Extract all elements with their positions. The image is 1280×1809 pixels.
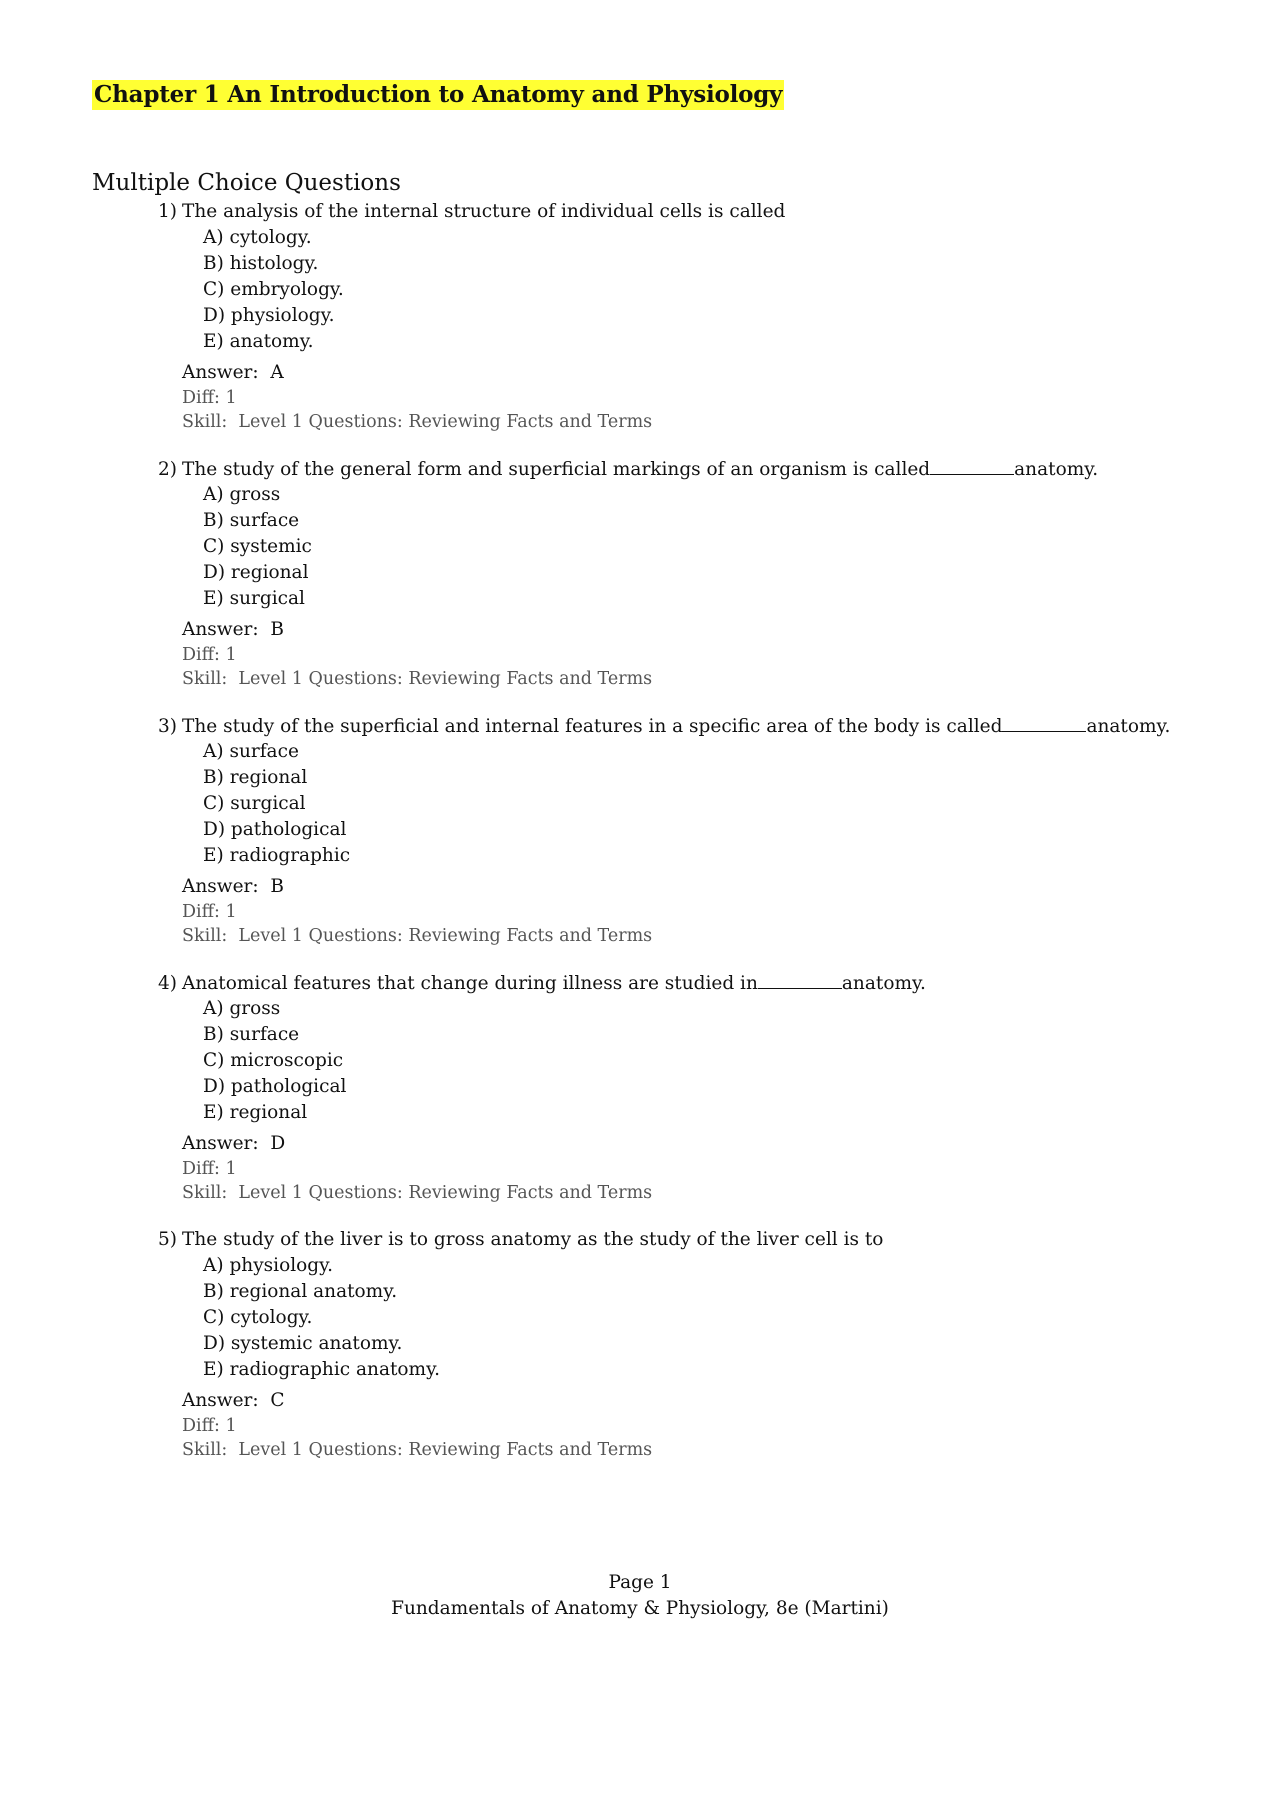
choice-e: E) radiographic anatomy. bbox=[203, 1359, 440, 1380]
choice-e: E) anatomy. bbox=[203, 331, 314, 352]
section-title: Multiple Choice Questions bbox=[92, 170, 401, 196]
answer-line bbox=[158, 617, 1158, 643]
skill-value: Level 1 Questions: Reviewing Facts and Terms bbox=[238, 412, 653, 432]
skill-line bbox=[158, 667, 1158, 691]
answer-line bbox=[158, 1131, 1158, 1157]
answer-value: A bbox=[270, 362, 284, 383]
diff-label: Diff: bbox=[182, 645, 220, 665]
skill-value: Level 1 Questions: Reviewing Facts and Terms bbox=[238, 926, 653, 946]
choice-list bbox=[158, 225, 1158, 355]
answer-line bbox=[158, 360, 1158, 386]
answer-value: D bbox=[270, 1133, 286, 1154]
skill-line bbox=[158, 1438, 1158, 1462]
question-1 bbox=[158, 199, 1158, 434]
question-text: Anatomical features that change during illness are studied in bbox=[182, 973, 758, 994]
choice-b: B) surface bbox=[203, 510, 300, 531]
answer-value: B bbox=[270, 619, 285, 640]
choice-d: D) pathological bbox=[203, 819, 347, 840]
choice-c: C) systemic bbox=[203, 536, 312, 557]
skill-value: Level 1 Questions: Reviewing Facts and Terms bbox=[238, 1440, 653, 1460]
question-text: The analysis of the internal structure of individual cells is called bbox=[182, 201, 786, 222]
question-text: The study of the liver is to gross anatomy as the study of the liver cell is to bbox=[182, 1229, 884, 1250]
diff-label: Diff: bbox=[182, 388, 220, 408]
diff-value: 1 bbox=[225, 1416, 237, 1436]
choice-e: E) surgical bbox=[203, 588, 305, 609]
question-stem bbox=[158, 970, 1158, 996]
choice-a: A) physiology. bbox=[203, 1255, 333, 1276]
skill-line bbox=[158, 1181, 1158, 1205]
skill-value: Level 1 Questions: Reviewing Facts and Terms bbox=[238, 669, 653, 689]
choice-a: A) cytology. bbox=[203, 227, 312, 248]
choice-list bbox=[158, 482, 1158, 612]
choice-d: D) systemic anatomy. bbox=[203, 1333, 403, 1354]
choice-b: B) regional bbox=[203, 767, 308, 788]
choice-e: E) radiographic bbox=[203, 845, 351, 866]
skill-label: Skill: bbox=[182, 1183, 228, 1203]
answer-value: B bbox=[270, 876, 285, 897]
question-text-end: anatomy. bbox=[1014, 459, 1099, 480]
answer-label: Answer: bbox=[182, 876, 259, 897]
diff-line bbox=[158, 900, 1158, 924]
choice-c: C) surgical bbox=[203, 793, 306, 814]
diff-label: Diff: bbox=[182, 1416, 220, 1436]
skill-line bbox=[158, 410, 1158, 434]
skill-value: Level 1 Questions: Reviewing Facts and Terms bbox=[238, 1183, 653, 1203]
question-4 bbox=[158, 970, 1158, 1205]
choice-list bbox=[158, 1253, 1158, 1383]
question-number: 2) bbox=[158, 459, 177, 480]
diff-value: 1 bbox=[225, 645, 237, 665]
diff-label: Diff: bbox=[182, 1159, 220, 1179]
choice-a: A) surface bbox=[203, 741, 299, 762]
choice-c: C) embryology. bbox=[203, 279, 344, 300]
question-stem bbox=[158, 1227, 1158, 1253]
question-number: 1) bbox=[158, 201, 177, 222]
question-2 bbox=[158, 456, 1158, 691]
question-5 bbox=[158, 1227, 1158, 1462]
skill-label: Skill: bbox=[182, 669, 228, 689]
question-number: 3) bbox=[158, 716, 177, 737]
diff-value: 1 bbox=[225, 388, 237, 408]
choice-a: A) gross bbox=[203, 998, 281, 1019]
answer-label: Answer: bbox=[182, 362, 259, 383]
choice-list bbox=[158, 996, 1158, 1126]
diff-value: 1 bbox=[225, 902, 237, 922]
answer-label: Answer: bbox=[182, 619, 259, 640]
choice-e: E) regional bbox=[203, 1102, 308, 1123]
diff-value: 1 bbox=[225, 1159, 237, 1179]
page-footer bbox=[0, 1570, 1280, 1622]
question-text: The study of the superficial and internal features in a specific area of the body is called bbox=[182, 716, 1003, 737]
skill-line bbox=[158, 924, 1158, 948]
choice-a: A) gross bbox=[203, 484, 281, 505]
diff-line bbox=[158, 643, 1158, 667]
question-number: 4) bbox=[158, 973, 177, 994]
question-text-end: anatomy. bbox=[1086, 716, 1171, 737]
choice-list bbox=[158, 739, 1158, 869]
answer-label: Answer: bbox=[182, 1133, 259, 1154]
question-text-end: anatomy. bbox=[841, 973, 926, 994]
skill-label: Skill: bbox=[182, 926, 228, 946]
choice-d: D) pathological bbox=[203, 1076, 347, 1097]
question-stem bbox=[158, 713, 1171, 739]
question-number: 5) bbox=[158, 1229, 177, 1250]
question-text: The study of the general form and superficial markings of an organism is called bbox=[182, 459, 931, 480]
answer-blank bbox=[930, 456, 1014, 475]
answer-label: Answer: bbox=[182, 1390, 259, 1411]
choice-b: B) surface bbox=[203, 1024, 300, 1045]
answer-line bbox=[158, 1388, 1158, 1414]
choice-d: D) physiology. bbox=[203, 305, 335, 326]
question-stem bbox=[158, 199, 1158, 225]
book-title: Fundamentals of Anatomy & Physiology, 8e (Martini) bbox=[391, 1598, 889, 1619]
question-3 bbox=[158, 713, 1171, 948]
answer-value: C bbox=[270, 1390, 285, 1411]
answer-line bbox=[158, 874, 1158, 900]
diff-line bbox=[158, 386, 1158, 410]
skill-label: Skill: bbox=[182, 1440, 228, 1460]
chapter-title: Chapter 1 An Introduction to Anatomy and Physiology bbox=[94, 81, 783, 108]
skill-label: Skill: bbox=[182, 412, 228, 432]
answer-blank bbox=[1002, 713, 1086, 732]
answer-blank bbox=[758, 970, 842, 989]
question-stem bbox=[158, 456, 1158, 482]
diff-label: Diff: bbox=[182, 902, 220, 922]
choice-d: D) regional bbox=[203, 562, 309, 583]
diff-line bbox=[158, 1157, 1158, 1181]
choice-c: C) microscopic bbox=[203, 1050, 344, 1071]
choice-c: C) cytology. bbox=[203, 1307, 313, 1328]
choice-b: B) regional anatomy. bbox=[203, 1281, 398, 1302]
diff-line bbox=[158, 1414, 1158, 1438]
page-number: Page 1 bbox=[608, 1572, 672, 1593]
choice-b: B) histology. bbox=[203, 253, 319, 274]
